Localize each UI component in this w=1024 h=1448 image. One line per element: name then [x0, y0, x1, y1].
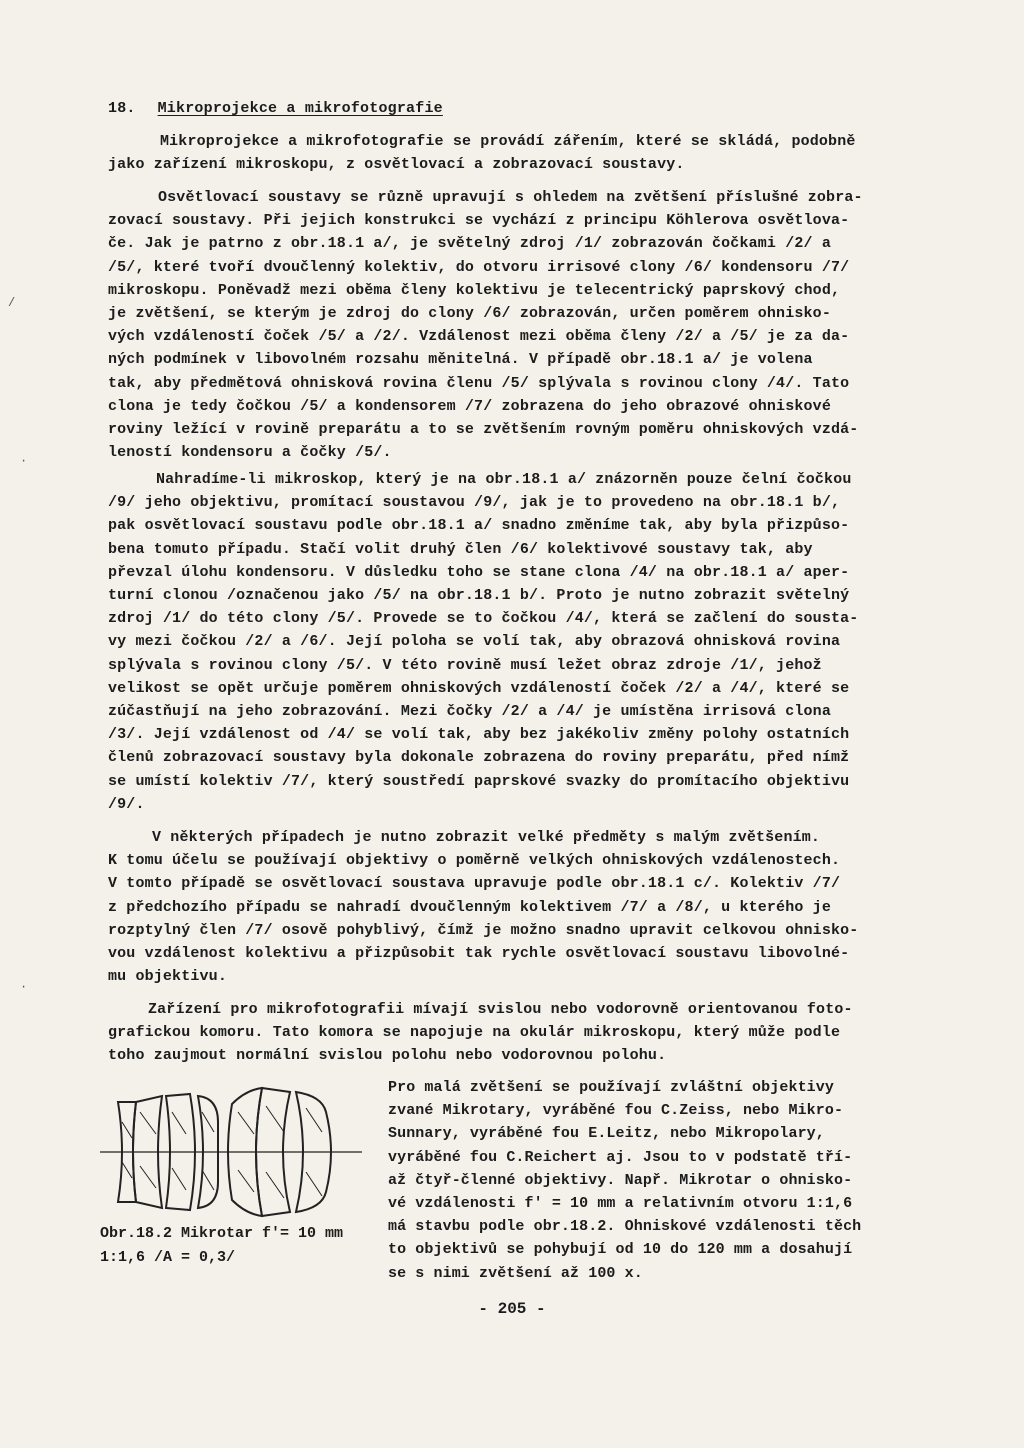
paragraph-mikrotar: Pro malá zvětšení se používají zvláštní objektivy zvané Mikrotary, vyráběné fou C.Zeiss, nebo Mikro- Sunnary, vyráběné fou E.Leitz, nebo Mikropolary, vyráběné fou C.Reichert aj. Jsou to v podstatě tří- až čtyř-členné objektivy. Např. Mikrotar o ohnisko- vé vzdálenosti f' = 10 mm a relativním otvoru 1:1,6 má stavbu podle obr.18.2. Ohniskové vzdálenosti těch to objektivů se pohybují od 10 do 120 mm a dosahují se s nimi zvětšení až 100 x. — [388, 1079, 862, 1282]
paragraph-intro: Mikroprojekce a mikrofotografie se provádí zářením, které se skládá, podobně jako zařízení mikroskopu, z osvětlovací a zobrazovací soustavy. — [108, 133, 856, 174]
section-number: 18. — [108, 100, 136, 117]
figure-caption: Obr.18.2 Mikrotar f'= 10 mm 1:1,6 /A = 0,3/ — [100, 1225, 344, 1266]
section-heading — [108, 100, 443, 117]
paragraph-illumination: Osvětlovací soustavy se různě upravují s ohledem na zvětšení příslušné zobra- zovací soustavy. Při jejich konstrukci se vychází z principu Köhlerova osvětlova- če. Jak je patrno z obr.18.1 a/, je světelný zdroj /1/ zobrazován čočkami /2/ a /5/, které tvoří dvoučlenný kolektiv, do otvoru irrisové clony /6/ kondensoru /7/ mikroskopu. Poněvadž mezi oběma členy kolektivu je telecentrický paprskový chod, je zvětšení, se kterým je zdroj do clony /6/ zobrazován, určen poměrem ohnisko- vých vzdáleností čoček /5/ a /2/. Vzdálenost mezi oběma členy /2/ a /5/ je za da- ných podmínek v libovolném rozsahu měnitelná. V případě obr.18.1 a/ je volena tak, aby předmětová ohnisková rovina členu /5/ splývala s rovinou clony /4/. Tato clona je tedy čočkou /5/ a kondensorem /7/ zobrazena do jeho obrazové ohniskové roviny ležící v rovině preparátu a to se zvětšením rovným poměru ohniskových vzdá- leností kondensoru a čočky /5/. — [108, 189, 863, 462]
page-number: - 205 - — [478, 1300, 546, 1318]
paragraph-projection: Nahradíme-li mikroskop, který je na obr.18.1 a/ znázorněn pouze čelní čočkou /9/ jeho objektivu, promítací soustavou /9/, jak je to provedeno na obr.18.1 b/, pak osvětlovací soustavu podle obr.18.1 a/ snadno změníme tak, aby byla přizpůso- bena tomuto případu. Stačí volit druhý člen /6/ kolektivové soustavy tak, aby převzal úlohu kondensoru. V důsledku toho se stane clona /4/ na obr.18.1 a/ aper- turní clonou /označenou jako /5/ na obr.18.1 b/. Proto je nutno zobrazit světelný zdroj /1/ do této clony /5/. Provede se to čočkou /4/, která se začlení do sousta- vy mezi čočkou /2/ a /6/. Její poloha se volí tak, aby obrazová ohnisková rovina splývala s rovinou clony /5/. V této rovině musí ležet obraz zdroje /1/, jehož velikost se opět určuje poměrem ohniskových vzdáleností čoček /2/ a /4/, které se zúčastňují na jeho zobrazování. Mezi čočky /2/ a /4/ je umístěna irrisová clona /3/. Její vzdálenost od /4/ se volí tak, aby bez jakékoliv změny polohy ostatních členů zobrazovací soustavy byla dokonale zobrazena do roviny preparátu, před nímž se umístí kolektiv /7/, který soustředí paprskové svazky do promítacího objektivu /9/. — [108, 471, 859, 813]
mikrotar-lens-diagram — [100, 1082, 370, 1222]
margin-dot: · — [20, 980, 28, 994]
margin-dot: · — [20, 454, 28, 468]
paragraph-camera: Zařízení pro mikrofotografii mívají svislou nebo vodorovně orientovanou foto- grafickou komoru. Tato komora se napojuje na okulár mikroskopu, který může podle toho zaujmout normální svislou polohu nebo vodorovnou polohu. — [108, 1001, 853, 1065]
margin-tick: / — [8, 296, 16, 310]
section-title: Mikroprojekce a mikrofotografie — [157, 100, 443, 117]
paragraph-large-objects: V některých případech je nutno zobrazit velké předměty s malým zvětšením. K tomu účelu se používají objektivy o poměrně velkých ohniskových vzdálenostech. V tomto případě se osvětlovací soustava upravuje podle obr.18.1 c/. Kolektiv /7/ z předchozího případu se nahradí dvoučlenným kolektivem /7/ a /8/, u kterého je rozptylný člen /7/ osově pohyblivý, čímž je možno snadno upravit celkovou ohnisko- vou vzdálenost kolektivu a přizpůsobit tak rychle osvětlovací soustavu libovolné- mu objektivu. — [108, 829, 859, 986]
